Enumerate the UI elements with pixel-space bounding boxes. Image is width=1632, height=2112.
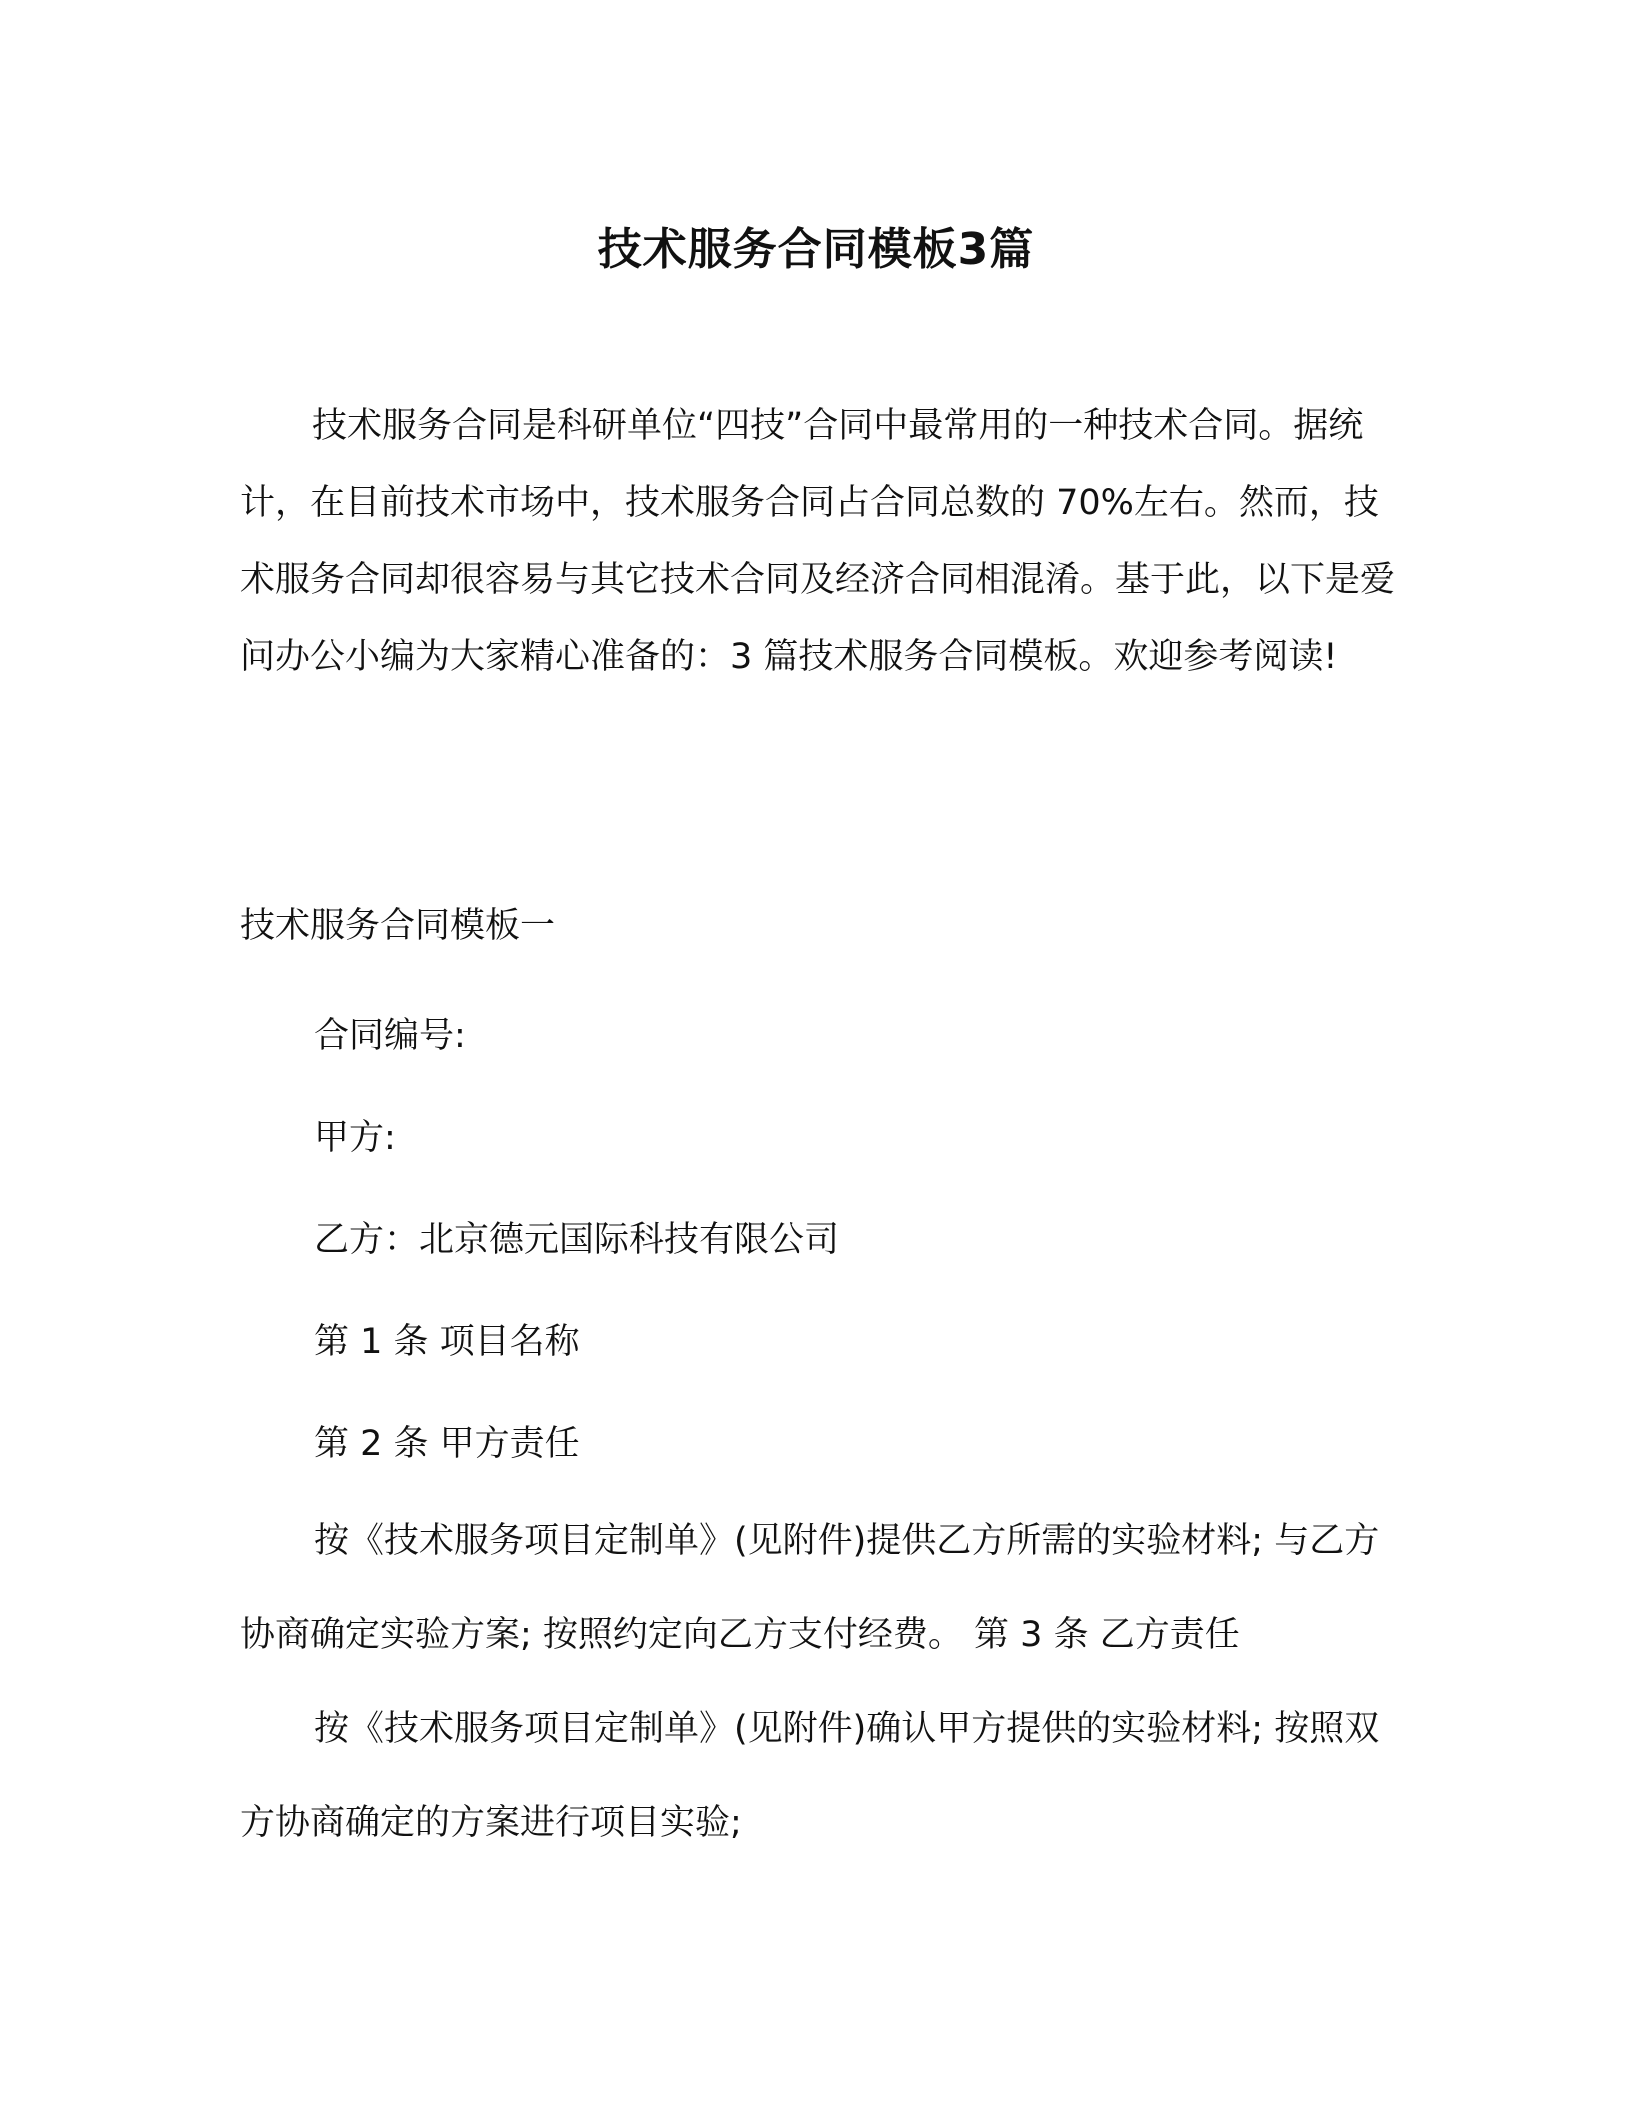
document-title: 技术服务合同模板3篇 [597, 224, 1035, 275]
article-3-body: 按《技术服务项目定制单》(见附件)确认甲方提供的实验材料; 按照双方协商确定的方案进行项目实验; [240, 1709, 1380, 1843]
intro-paragraph: 技术服务合同是科研单位“四技”合同中最常用的一种技术合同。据统计，在目前技术市场中，技术服务合同占合同总数的 70%左右。然而，技术服务合同却很容易与其它技术合同及经济合同相混淆。基于此，以下是爱问办公小编为大家精心准备的：3 篇技术服务合同模板。欢迎参考阅读! [240, 406, 1396, 677]
article-2-body: 按《技术服务项目定制单》(见附件)提供乙方所需的实验材料; 与乙方协商确定实验方案; 按照约定向乙方支付经费。 第 3 条 乙方责任 [240, 1521, 1380, 1655]
party-a-label: 甲方: [314, 1118, 396, 1158]
section-heading: 技术服务合同模板一 [240, 906, 556, 946]
article-2-heading: 第 2 条 甲方责任 [314, 1424, 580, 1464]
party-b-line: 乙方：北京德元国际科技有限公司 [314, 1220, 840, 1260]
article-1-heading: 第 1 条 项目名称 [314, 1322, 580, 1362]
contract-number-label: 合同编号: [314, 1016, 466, 1056]
